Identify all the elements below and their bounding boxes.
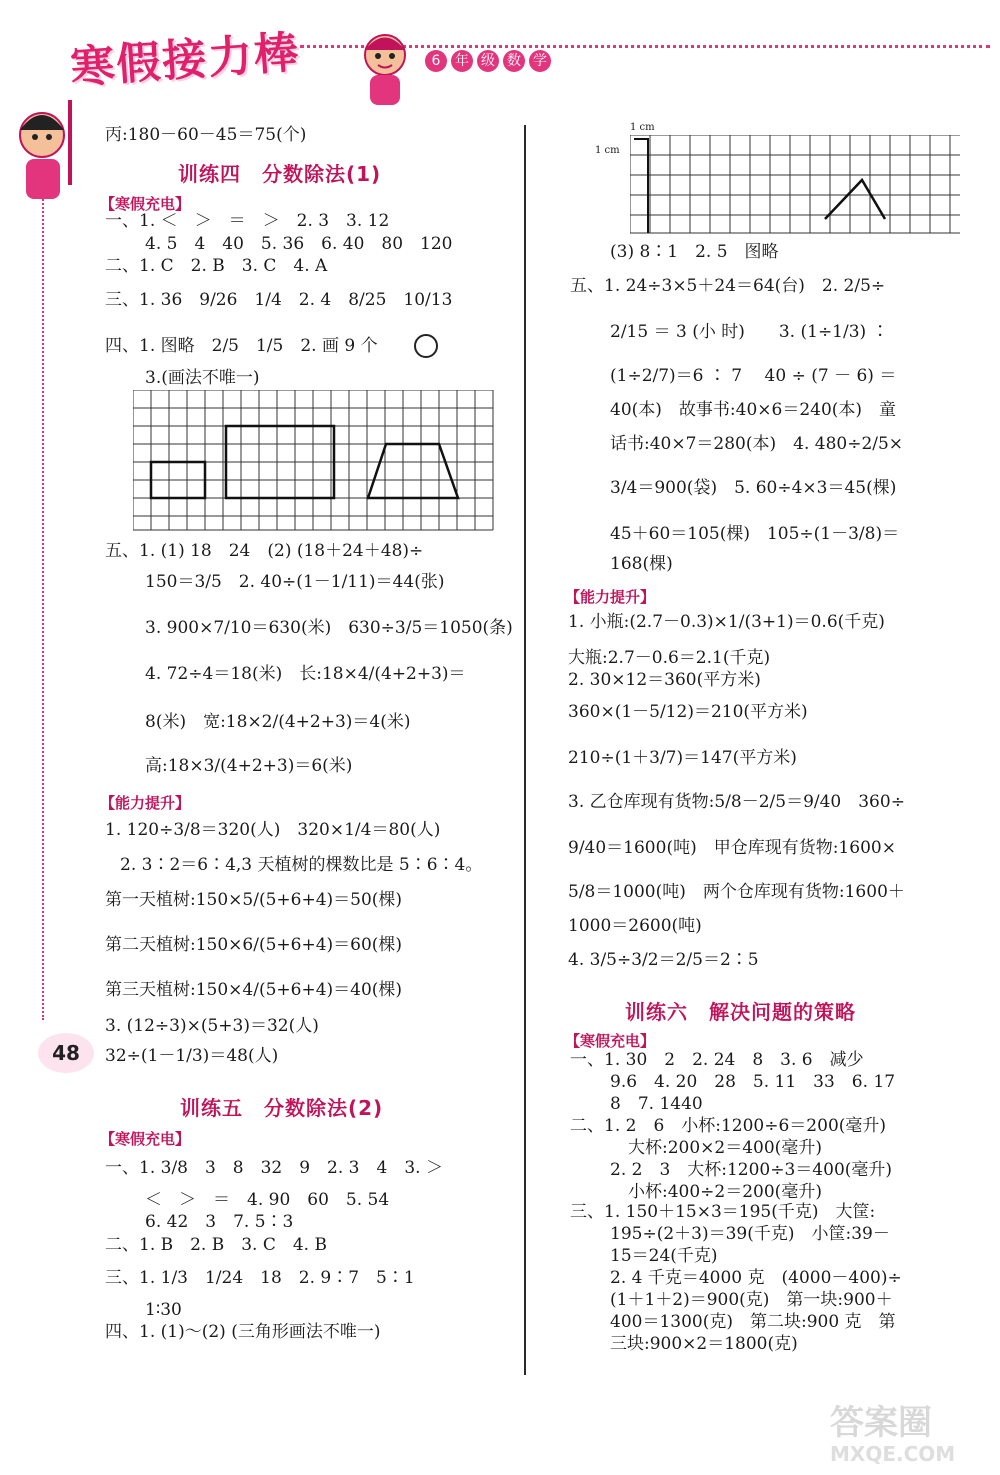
- answer-line: 2. 2 3 大杯:1200÷3＝400(毫升): [610, 1160, 893, 1180]
- answer-line: 5/8＝1000(吨) 两个仓库现有货物:1600＋: [568, 882, 905, 902]
- answer-line: 1. 120÷3/8＝320(人) 320×1/4＝80(人): [105, 820, 441, 840]
- section-heading: 训练四 分数除法(1): [178, 162, 382, 186]
- answer-line: 2. 4 千克＝4000 克 (4000－400)÷: [610, 1268, 902, 1288]
- answer-line: 三、1. 150＋15×3＝195(千克) 大筐:: [570, 1202, 876, 1222]
- column-divider: [524, 125, 526, 1375]
- answer-line: 360×(1－5/12)＝210(平方米): [568, 702, 808, 722]
- section-heading: 训练五 分数除法(2): [180, 1096, 384, 1120]
- section-tag: 【能力提升】: [565, 588, 656, 606]
- answer-line: 话书:40×7＝280(本) 4. 480÷2/5×: [610, 434, 904, 454]
- answer-line: 8(米) 宽:18×2/(4+2+3)＝4(米): [145, 712, 411, 732]
- answer-line: 32÷(1－1/3)＝48(人): [105, 1046, 279, 1066]
- page-number: 48: [38, 1033, 94, 1073]
- answer-line: 第三天植树:150×4/(5+6+4)＝40(棵): [105, 980, 403, 1000]
- grade-subject-badge: [425, 50, 555, 72]
- answer-line: 二、1. 2 6 小杯:1200÷6＝200(毫升): [570, 1116, 887, 1136]
- scale-label: 1 cm: [595, 145, 620, 156]
- answer-line: 小杯:400÷2＝200(毫升): [628, 1182, 822, 1202]
- answer-line: 第二天植树:150×6/(5+6+4)＝60(棵): [105, 935, 403, 955]
- answer-line: (1÷2/7)＝6 ∶ 7 40 ÷ (7 － 6) ＝: [610, 366, 897, 386]
- watermark-title: 答案圈: [830, 1403, 932, 1443]
- answer-line: 3.(画法不唯一): [145, 368, 260, 388]
- answer-line: 大瓶:2.7－0.6＝2.1(千克): [568, 648, 771, 668]
- answer-line: 1000＝2600(吨): [568, 916, 702, 936]
- badge-char: 级: [477, 50, 499, 72]
- section-tag: 【寒假充电】: [565, 1032, 656, 1050]
- watermark-url: MXQE.COM: [830, 1442, 956, 1466]
- answer-line: 195÷(2＋3)＝39(千克) 小筐:39－: [610, 1224, 890, 1244]
- badge-char: 6: [425, 50, 447, 72]
- answer-line: 丙:180－60－45＝75(个): [105, 125, 307, 145]
- answer-line: 一、1. 3/8 3 8 32 9 2. 3 4 3. ＞: [105, 1158, 443, 1178]
- answer-line: 4. 3/5÷3/2＝2/5＝2∶5: [568, 950, 759, 970]
- margin-dotted-line: [42, 120, 44, 1020]
- grid-drawing-right: [630, 135, 962, 239]
- answer-line: 3. 900×7/10＝630(米) 630÷3/5＝1050(条): [145, 618, 513, 638]
- answer-line: 一、1. ＜ ＞ ＝ ＞ 2. 3 3. 12: [105, 211, 390, 231]
- section-tag: 【能力提升】: [100, 794, 191, 812]
- answer-line: 三、1. 1/3 1/24 18 2. 9∶7 5∶1: [105, 1268, 415, 1288]
- badge-char: 学: [529, 50, 551, 72]
- answer-line: 四、1. 图略 2/5 1/5 2. 画 9 个: [105, 336, 378, 356]
- section-tag: 【寒假充电】: [100, 195, 191, 213]
- answer-line: (1＋1＋2)＝900(克) 第一块:900＋: [610, 1290, 893, 1310]
- answer-line: 2. 3∶2＝6∶4,3 天植树的棵数比是 5∶6∶4。: [120, 855, 483, 875]
- book-logo: 寒假接力棒: [68, 27, 302, 94]
- section-tag: 【寒假充电】: [100, 1130, 191, 1148]
- answer-line: 1∶30: [145, 1300, 182, 1320]
- answer-line: 3/4＝900(袋) 5. 60÷4×3＝45(棵): [610, 478, 897, 498]
- watermark-logo: [830, 1395, 955, 1466]
- answer-line: 400＝1300(克) 第二块:900 克 第: [610, 1312, 896, 1332]
- answer-line: 45＋60＝105(棵) 105÷(1－3/8)＝: [610, 524, 900, 544]
- cartoon-mascot-icon: [350, 30, 420, 114]
- answer-line: 6. 42 3 7. 5∶3: [145, 1212, 294, 1232]
- answer-line: 四、1. (1)～(2) (三角形画法不唯一): [105, 1322, 381, 1342]
- answer-line: (3) 8∶1 2. 5 图略: [610, 242, 779, 262]
- answer-line: 二、1. B 2. B 3. C 4. B: [105, 1235, 327, 1255]
- scale-label: 1 cm: [630, 122, 655, 133]
- answer-line: 第一天植树:150×5/(5+6+4)＝50(棵): [105, 890, 403, 910]
- answer-line: 3. (12÷3)×(5+3)＝32(人): [105, 1016, 319, 1036]
- answer-line: 2/15 ＝ 3 (小 时) 3. (1÷1/3) ∶: [610, 322, 889, 342]
- answer-line: 3. 乙仓库现有货物:5/8－2/5＝9/40 360÷: [568, 792, 905, 812]
- answer-line: 150＝3/5 2. 40÷(1－1/11)＝44(张): [145, 572, 445, 592]
- answer-line: 2. 30×12＝360(平方米): [568, 670, 761, 690]
- badge-char: 数: [503, 50, 525, 72]
- answer-line: 三、1. 36 9/26 1/4 2. 4 8/25 10/13: [105, 290, 453, 310]
- answer-line: 1. 小瓶:(2.7－0.3)×1/(3+1)＝0.6(千克): [568, 612, 885, 632]
- answer-line: 168(棵): [610, 554, 673, 574]
- cartoon-kid-icon: [10, 95, 80, 209]
- grid-drawing-left: [133, 390, 495, 536]
- answer-line: 210÷(1＋3/7)＝147(平方米): [568, 748, 797, 768]
- answer-line: 40(本) 故事书:40×6＝240(本) 童: [610, 400, 897, 420]
- circle-shape-icon: [414, 334, 438, 358]
- answer-line: 9/40＝1600(吨) 甲仓库现有货物:1600×: [568, 838, 896, 858]
- answer-line: ＜ ＞ ＝ 4. 90 60 5. 54: [145, 1190, 390, 1210]
- answer-line: 二、1. C 2. B 3. C 4. A: [105, 256, 328, 276]
- answer-line: 4. 5 4 40 5. 36 6. 40 80 120: [145, 234, 453, 254]
- answer-line: 大杯:200×2＝400(毫升): [628, 1138, 822, 1158]
- answer-line: 五、1. (1) 18 24 (2) (18＋24＋48)÷: [105, 541, 424, 561]
- answer-line: 五、1. 24÷3×5＋24＝64(台) 2. 2/5÷: [570, 276, 886, 296]
- answer-line: 一、1. 30 2 2. 24 8 3. 6 减少: [570, 1050, 864, 1070]
- answer-line: 8 7. 1440: [610, 1094, 703, 1114]
- answer-line: 15＝24(千克): [610, 1246, 718, 1266]
- answer-line: 9.6 4. 20 28 5. 11 33 6. 17: [610, 1072, 896, 1092]
- answer-line: 三块:900×2＝1800(克): [610, 1334, 798, 1354]
- answer-line: 4. 72÷4＝18(米) 长:18×4/(4+2+3)＝: [145, 664, 466, 684]
- badge-char: 年: [451, 50, 473, 72]
- answer-line: 高:18×3/(4+2+3)＝6(米): [145, 756, 353, 776]
- section-heading: 训练六 解决问题的策略: [625, 1000, 856, 1024]
